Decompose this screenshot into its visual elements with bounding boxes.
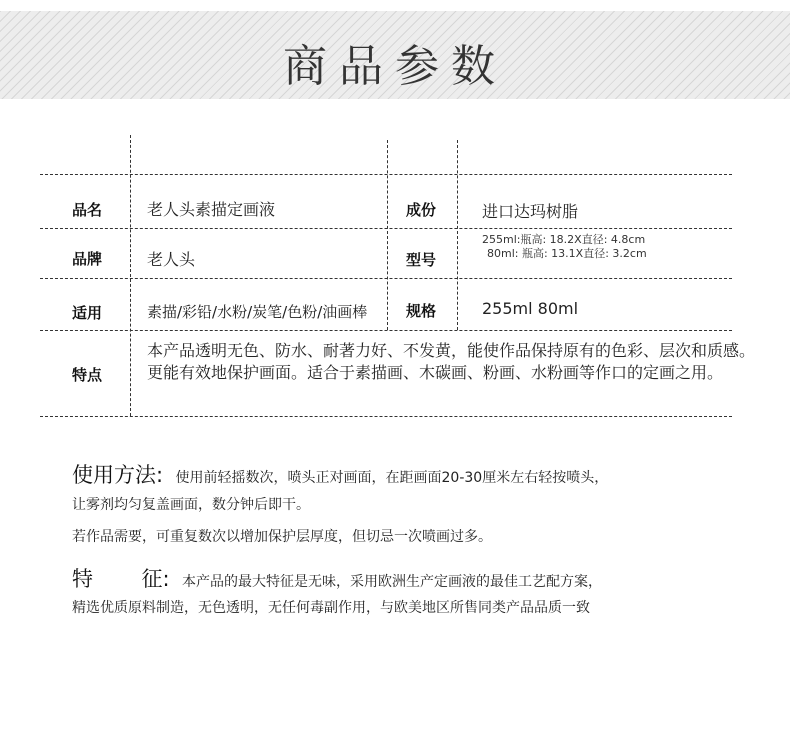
features-line-1: 本产品的最大特征是无味，采用欧洲生产定画液的最佳工艺配方案，	[181, 574, 602, 590]
table-divider	[40, 416, 732, 417]
title-banner	[0, 11, 790, 99]
value-spec: 255ml 80ml	[482, 299, 579, 318]
label-brand: 品牌	[72, 250, 103, 268]
features-line-2: 精选优质原料制造，无色透明，无任何毒副作用，与欧美地区所售同类产品品质一致	[72, 600, 590, 616]
label-feature: 特点	[72, 366, 103, 384]
usage-line-1: 使用前轻摇数次，喷头正对画面，在距画面20-30厘米左右轻按喷头，	[175, 470, 609, 486]
usage-line-2: 让雾剂均匀复盖画面，数分钟后即干。	[72, 497, 310, 513]
value-feature: 本产品透明无色、防水、耐著力好、不发黄，能使作品保持原有的色彩、层次和质感。更能有效地保护画面。适合于素描画、木碳画、粉画、水粉画等作口的定画之用。	[147, 341, 756, 382]
page-title: 商品参数	[283, 41, 507, 92]
label-product-name: 品名	[72, 201, 103, 219]
value-applicable: 素描/彩铅/水粉/炭笔/色粉/油画棒	[147, 303, 368, 321]
table-column-divider	[130, 135, 131, 416]
value-ingredients: 进口达玛树脂	[482, 202, 579, 221]
table-divider	[40, 278, 732, 279]
label-model: 型号	[406, 251, 437, 269]
table-column-divider	[457, 140, 458, 330]
label-applicable: 适用	[72, 304, 103, 322]
table-column-divider	[387, 140, 388, 330]
value-brand: 老人头	[147, 250, 196, 269]
table-divider	[40, 228, 732, 229]
value-model-line-1: 255ml:瓶高: 18.2X直径: 4.8cm	[482, 233, 646, 246]
label-ingredients: 成份	[406, 201, 437, 219]
features-heading-char-2: 征:	[141, 567, 170, 591]
value-model-line-2: 80ml: 瓶高: 13.1X直径: 3.2cm	[487, 247, 647, 260]
table-divider	[40, 174, 732, 175]
usage-line-3: 若作品需要，可重复数次以增加保护层厚度，但切忌一次喷画过多。	[72, 529, 492, 545]
table-divider	[40, 330, 732, 331]
usage-heading: 使用方法:	[72, 463, 164, 487]
features-heading-char-1: 特	[72, 567, 93, 591]
label-spec: 规格	[406, 302, 437, 320]
value-product-name: 老人头素描定画液	[147, 200, 276, 219]
